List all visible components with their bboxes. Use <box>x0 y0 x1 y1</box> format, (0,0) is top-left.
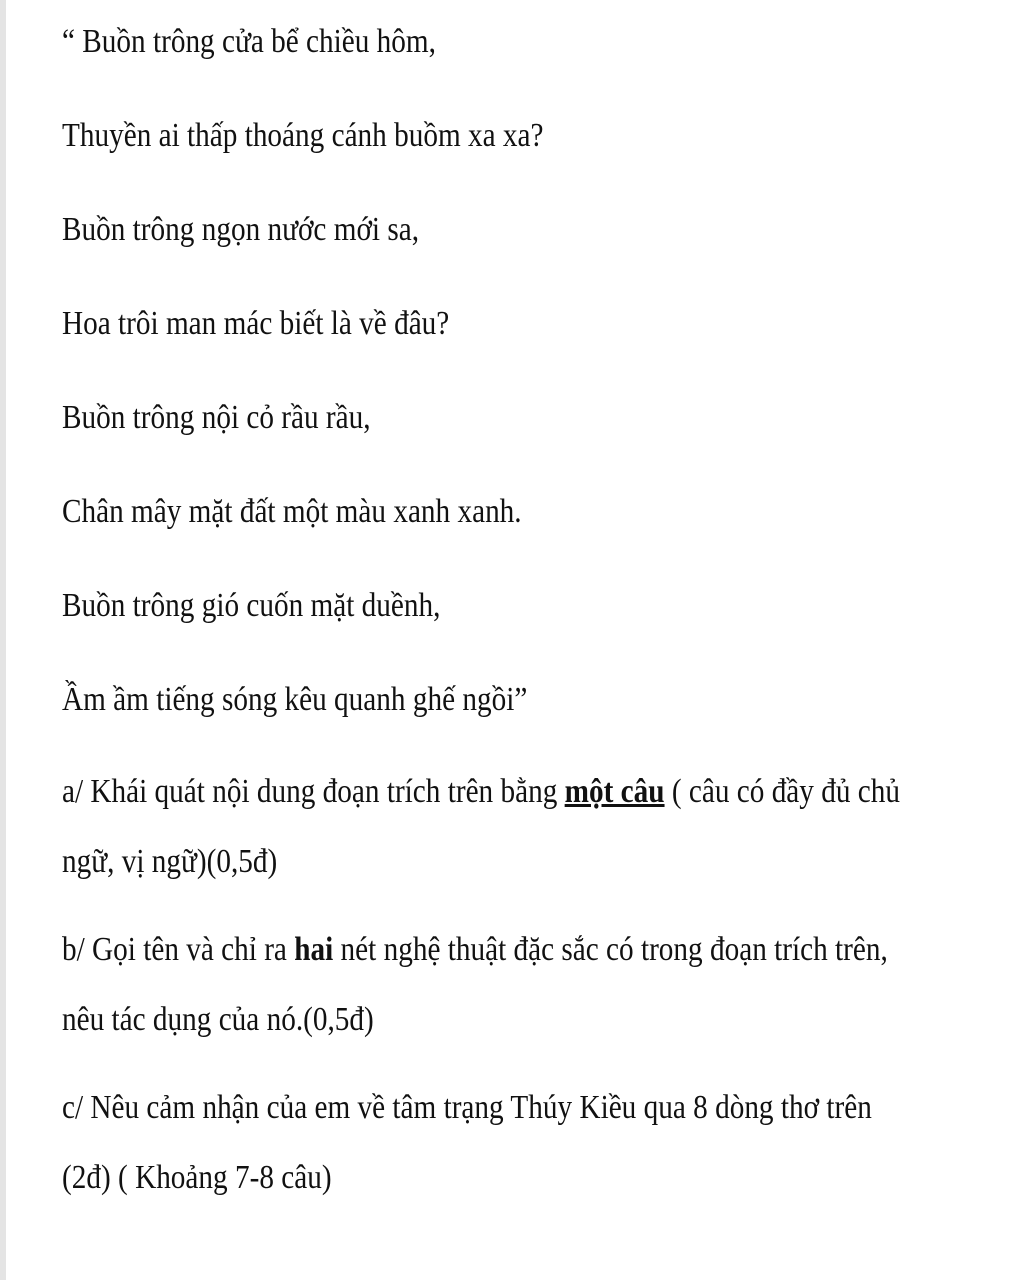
question-a-text-start: a/ Khái quát nội dung đoạn trích trên bằng <box>62 773 565 810</box>
poem-excerpt <box>62 18 879 724</box>
question-b-emphasis: hai <box>294 931 334 968</box>
poem-line-5: Buồn trông nội cỏ rầu rầu, <box>62 399 371 436</box>
poem-line-1: “ Buồn trông cửa bể chiều hôm, <box>62 23 436 60</box>
page-edge <box>0 0 6 1280</box>
question-b-line-1 <box>62 926 1008 974</box>
question-c-line-1: c/ Nêu cảm nhận của em về tâm trạng Thúy Kiều qua 8 dòng thơ trên <box>62 1089 872 1126</box>
question-b-text-end: nét nghệ thuật đặc sắc có trong đoạn trích trên, <box>333 931 888 968</box>
document-body <box>62 18 900 1242</box>
poem-line-4: Hoa trôi man mác biết là về đâu? <box>62 305 450 342</box>
question-a <box>62 768 1008 886</box>
poem-line-3: Buồn trông ngọn nước mới sa, <box>62 211 420 248</box>
poem-line-8: Ầm ầm tiếng sóng kêu quanh ghế ngồi” <box>62 681 528 718</box>
question-a-line-2: ngữ, vị ngữ)(0,5đ) <box>62 843 278 880</box>
question-list <box>62 768 900 1202</box>
question-c <box>62 1084 1008 1202</box>
question-c-line-2: (2đ) ( Khoảng 7-8 câu) <box>62 1159 332 1196</box>
question-b-line-2: nêu tác dụng của nó.(0,5đ) <box>62 1001 374 1038</box>
question-a-emphasis: một câu <box>564 773 665 810</box>
poem-line-7: Buồn trông gió cuốn mặt duềnh, <box>62 587 441 624</box>
question-b-text-start: b/ Gọi tên và chỉ ra <box>62 931 295 968</box>
question-b <box>62 926 1008 1044</box>
question-a-text-end: ( câu có đầy đủ chủ <box>664 773 900 810</box>
poem-line-2: Thuyền ai thấp thoáng cánh buồm xa xa? <box>62 117 544 154</box>
poem-line-6: Chân mây mặt đất một màu xanh xanh. <box>62 493 522 530</box>
question-a-line-1 <box>62 768 1008 816</box>
